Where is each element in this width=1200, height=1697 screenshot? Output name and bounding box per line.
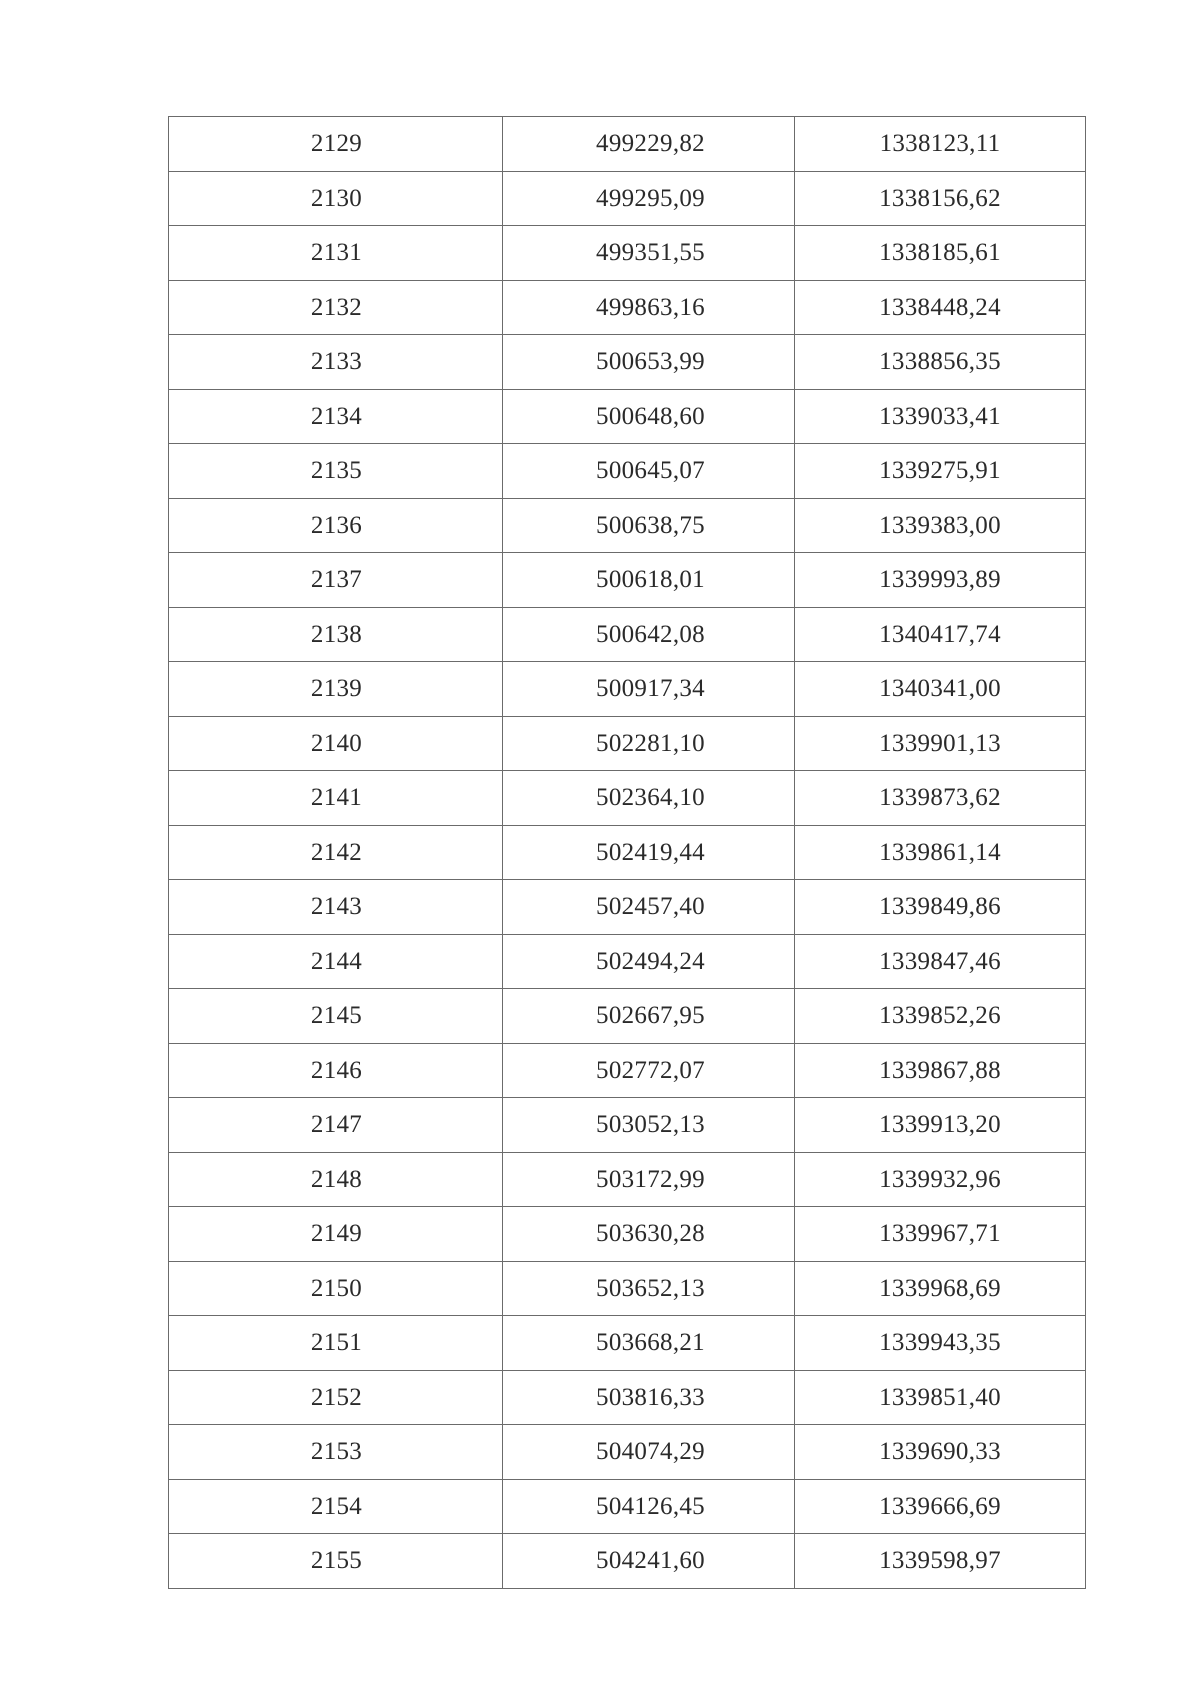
coordinate-y: 1339932,96 (795, 1152, 1086, 1207)
coordinate-x: 500618,01 (503, 553, 795, 608)
point-number: 2152 (169, 1370, 503, 1425)
point-number: 2143 (169, 880, 503, 935)
coordinate-x: 503668,21 (503, 1316, 795, 1371)
coordinate-x: 503052,13 (503, 1098, 795, 1153)
point-number: 2149 (169, 1207, 503, 1262)
coordinate-y: 1339849,86 (795, 880, 1086, 935)
coordinate-x: 504241,60 (503, 1534, 795, 1589)
point-number: 2142 (169, 825, 503, 880)
table-row (169, 1316, 1086, 1371)
point-number: 2135 (169, 444, 503, 499)
coordinate-x: 503652,13 (503, 1261, 795, 1316)
coordinate-x: 499863,16 (503, 280, 795, 335)
point-number: 2140 (169, 716, 503, 771)
coordinate-y: 1339913,20 (795, 1098, 1086, 1153)
coordinate-y: 1339861,14 (795, 825, 1086, 880)
table-row (169, 1098, 1086, 1153)
coordinate-x: 502772,07 (503, 1043, 795, 1098)
coordinate-x: 500645,07 (503, 444, 795, 499)
coordinate-x: 500638,75 (503, 498, 795, 553)
coordinate-y: 1339847,46 (795, 934, 1086, 989)
coordinate-x: 502419,44 (503, 825, 795, 880)
table-row (169, 1261, 1086, 1316)
coordinate-x: 500653,99 (503, 335, 795, 390)
coordinate-x: 503816,33 (503, 1370, 795, 1425)
coordinate-y: 1339943,35 (795, 1316, 1086, 1371)
coordinate-y: 1340417,74 (795, 607, 1086, 662)
point-number: 2151 (169, 1316, 503, 1371)
coordinate-y: 1339598,97 (795, 1534, 1086, 1589)
point-number: 2155 (169, 1534, 503, 1589)
coordinate-x: 502364,10 (503, 771, 795, 826)
table-row (169, 934, 1086, 989)
table-row (169, 280, 1086, 335)
table-row (169, 825, 1086, 880)
point-number: 2137 (169, 553, 503, 608)
table-row (169, 171, 1086, 226)
coordinate-x: 500917,34 (503, 662, 795, 717)
coordinate-y: 1338448,24 (795, 280, 1086, 335)
coordinate-y: 1339968,69 (795, 1261, 1086, 1316)
point-number: 2133 (169, 335, 503, 390)
coordinate-y: 1339666,69 (795, 1479, 1086, 1534)
point-number: 2154 (169, 1479, 503, 1534)
coordinate-y: 1339852,26 (795, 989, 1086, 1044)
point-number: 2131 (169, 226, 503, 281)
coordinate-y: 1339033,41 (795, 389, 1086, 444)
coordinate-x: 499229,82 (503, 117, 795, 172)
table-row (169, 1207, 1086, 1262)
coordinate-y: 1339873,62 (795, 771, 1086, 826)
coordinate-x: 502667,95 (503, 989, 795, 1044)
point-number: 2138 (169, 607, 503, 662)
coordinate-y: 1338185,61 (795, 226, 1086, 281)
coordinate-y: 1339275,91 (795, 444, 1086, 499)
coordinate-y: 1339993,89 (795, 553, 1086, 608)
coordinate-y: 1339383,00 (795, 498, 1086, 553)
table-row (169, 989, 1086, 1044)
coordinate-y: 1338156,62 (795, 171, 1086, 226)
table-row (169, 1043, 1086, 1098)
coordinate-x: 503172,99 (503, 1152, 795, 1207)
coordinate-x: 504074,29 (503, 1425, 795, 1480)
coordinate-y: 1340341,00 (795, 662, 1086, 717)
table-row (169, 716, 1086, 771)
point-number: 2136 (169, 498, 503, 553)
table-row (169, 498, 1086, 553)
coordinate-y: 1339901,13 (795, 716, 1086, 771)
table-row (169, 335, 1086, 390)
point-number: 2148 (169, 1152, 503, 1207)
coordinate-y: 1339851,40 (795, 1370, 1086, 1425)
coordinate-y: 1339967,71 (795, 1207, 1086, 1262)
table-row (169, 1479, 1086, 1534)
coordinate-y: 1339867,88 (795, 1043, 1086, 1098)
table-row (169, 1370, 1086, 1425)
point-number: 2132 (169, 280, 503, 335)
coordinate-x: 500648,60 (503, 389, 795, 444)
coordinate-x: 503630,28 (503, 1207, 795, 1262)
point-number: 2150 (169, 1261, 503, 1316)
coordinate-y: 1339690,33 (795, 1425, 1086, 1480)
coordinates-table (168, 116, 1086, 1589)
point-number: 2134 (169, 389, 503, 444)
point-number: 2129 (169, 117, 503, 172)
table-row (169, 444, 1086, 499)
coordinate-x: 502494,24 (503, 934, 795, 989)
table-row (169, 1152, 1086, 1207)
table-row (169, 771, 1086, 826)
coordinate-x: 500642,08 (503, 607, 795, 662)
coordinate-x: 499351,55 (503, 226, 795, 281)
coordinate-x: 502281,10 (503, 716, 795, 771)
point-number: 2144 (169, 934, 503, 989)
coordinate-x: 502457,40 (503, 880, 795, 935)
point-number: 2130 (169, 171, 503, 226)
table-row (169, 553, 1086, 608)
table-row (169, 1425, 1086, 1480)
coordinate-x: 499295,09 (503, 171, 795, 226)
point-number: 2139 (169, 662, 503, 717)
table-row (169, 662, 1086, 717)
point-number: 2153 (169, 1425, 503, 1480)
point-number: 2147 (169, 1098, 503, 1153)
point-number: 2145 (169, 989, 503, 1044)
table-row (169, 1534, 1086, 1589)
point-number: 2146 (169, 1043, 503, 1098)
coordinates-table-body (169, 117, 1086, 1589)
coordinate-y: 1338123,11 (795, 117, 1086, 172)
table-row (169, 226, 1086, 281)
table-row (169, 880, 1086, 935)
point-number: 2141 (169, 771, 503, 826)
coordinate-x: 504126,45 (503, 1479, 795, 1534)
table-row (169, 389, 1086, 444)
coordinate-y: 1338856,35 (795, 335, 1086, 390)
table-row (169, 117, 1086, 172)
table-row (169, 607, 1086, 662)
